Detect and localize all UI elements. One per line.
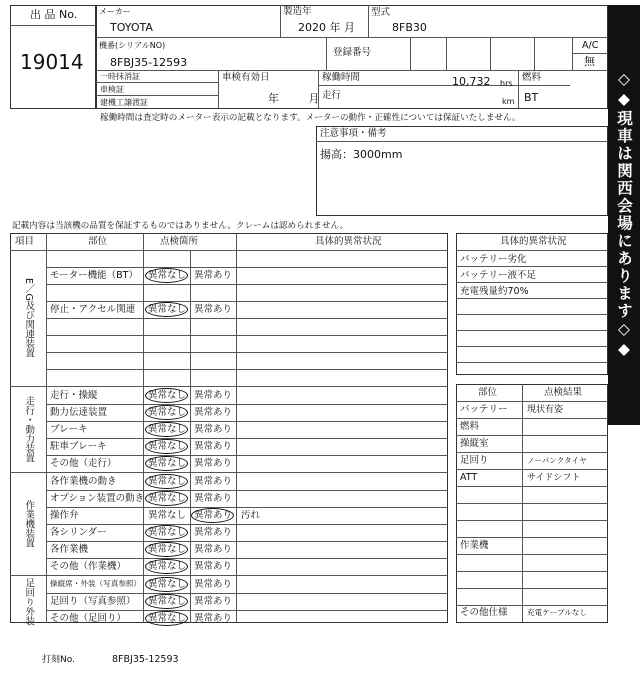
year-value: 2020 年 月 (298, 21, 355, 34)
model-value: 8FB30 (392, 21, 427, 34)
status-ok-option[interactable]: 異常なし (148, 493, 187, 504)
cert-label-1: 一時抹消証 (100, 72, 140, 81)
abnormal-header: 具体的異常状況 (500, 236, 567, 247)
status-ng-option[interactable]: 異常あり (194, 390, 233, 401)
group-name: E／G及び関連装置 (23, 278, 35, 358)
result-value: 充電ケーブルなし (527, 608, 588, 617)
result-part: バッテリー (460, 404, 508, 415)
status-ng-option[interactable]: 異常あり (194, 527, 233, 538)
selected-status-circle (145, 405, 188, 420)
result-value: サイドシフト (527, 473, 581, 483)
selected-status-circle (145, 594, 188, 609)
part-label: 各シリンダー (50, 527, 107, 538)
km-unit: km (502, 97, 515, 106)
status-ok-option[interactable]: 異常なし (148, 458, 187, 469)
result-part: 操縦室 (460, 438, 489, 449)
selected-status-circle (145, 577, 188, 592)
status-ng-option[interactable]: 異常あり (194, 424, 233, 435)
abnormal-detail: 汚れ (241, 510, 261, 521)
hours-unit: hrs (500, 79, 513, 88)
registration-label: 登録番号 (333, 47, 372, 58)
travel-label: 走行 (322, 90, 342, 101)
hours-value: 10,732 (452, 75, 491, 88)
selected-status-circle (145, 559, 188, 574)
part-label: オプション装置の動き (50, 493, 145, 504)
status-ok-option[interactable]: 異常なし (148, 476, 187, 487)
part-label: 駐車ブレーキ (50, 441, 107, 452)
maker-label: メーカー (99, 7, 131, 16)
status-ng-option[interactable]: 異常あり (194, 476, 233, 487)
part-label: ブレーキ (50, 424, 88, 435)
part-label: 足回り（写真参照） (50, 596, 136, 607)
inspection-value: 年 月 (268, 92, 320, 105)
selected-status-circle (145, 456, 188, 471)
selected-status-circle (145, 422, 188, 437)
result-value: ノーパンクタイヤ (527, 456, 587, 465)
abnormal-line-2: バッテリー液不足 (460, 270, 537, 281)
remarks-text: 揚高：3000mm (320, 148, 403, 161)
result-header-part: 部位 (478, 387, 498, 398)
remarks-box (316, 126, 608, 216)
result-header-result: 点検結果 (544, 387, 583, 398)
selected-status-circle (145, 439, 188, 454)
status-ng-option[interactable]: 異常あり (194, 544, 233, 555)
result-part: 足回り (460, 455, 489, 466)
result-part: 作業機 (460, 540, 489, 551)
status-ok-option[interactable]: 異常なし (148, 441, 187, 452)
status-ok-option[interactable]: 異常なし (148, 407, 187, 418)
abnormal-line-1: バッテリー劣化 (460, 254, 527, 265)
result-part: 燃料 (460, 421, 480, 432)
fuel-value: BT (524, 91, 539, 104)
ac-label: A/C (582, 40, 599, 51)
status-ok-option[interactable]: 異常なし (148, 424, 187, 435)
selected-status-circle (145, 268, 188, 283)
selected-status-circle (145, 388, 188, 403)
result-value: 現状有姿 (527, 405, 564, 415)
status-ng-option[interactable]: 異常あり (194, 458, 233, 469)
disclaimer: 記載内容は当該機の品質を保証するものではありません。クレームは認められません。 (12, 221, 349, 231)
part-label: 走行・操縦 (50, 390, 98, 401)
header-detail: 具体的異常状況 (315, 236, 382, 247)
part-label: 各作業機の動き (50, 476, 117, 487)
hours-notice: 稼働時間は査定時のメーター表示の記載となります。メーターの動作・正確性については保証いたしません。 (100, 113, 521, 123)
status-ng-option[interactable]: 異常あり (194, 407, 233, 418)
year-label: 製造年 (283, 6, 312, 17)
header-point: 点検箇所 (160, 236, 199, 247)
part-label: その他（足回り） (50, 613, 127, 624)
selected-status-circle (145, 525, 188, 540)
selected-status-circle (145, 542, 188, 557)
result-part: ATT (460, 472, 478, 483)
status-ok-option[interactable]: 異常なし (148, 270, 187, 281)
group-name: 足回り外装 (23, 577, 35, 626)
selected-status-circle (145, 302, 188, 317)
remarks-title: 注意事項・備考 (320, 128, 387, 139)
status-ng-option[interactable]: 異常あり (194, 441, 233, 452)
selected-status-circle (145, 491, 188, 506)
header-part: 部位 (88, 236, 108, 247)
serial-value: 8FBJ35-12593 (110, 56, 188, 69)
part-label: 操作弁 (50, 510, 79, 521)
model-label: 型式 (371, 7, 391, 18)
part-label: モーター機能（BT） (50, 270, 138, 281)
status-ok-option[interactable]: 異常なし (148, 544, 187, 555)
selected-status-circle (145, 611, 188, 626)
part-label: 停止・アクセル関連 (50, 304, 136, 315)
fuel-label: 燃料 (522, 72, 542, 83)
status-ng-option[interactable]: 異常あり (194, 613, 233, 624)
hours-label: 稼働時間 (322, 72, 361, 83)
lot-number: 19014 (20, 50, 84, 74)
selected-status-circle (191, 508, 234, 523)
cert-label-2: 車検証 (100, 85, 124, 94)
status-ok-option[interactable]: 異常なし (148, 527, 187, 538)
part-label: 各作業機 (50, 544, 89, 555)
maker-value: TOYOTA (110, 21, 153, 34)
ac-value: 無 (584, 55, 595, 68)
status-ok-option[interactable]: 異常なし (148, 561, 187, 572)
status-ng-option[interactable]: 異常あり (194, 304, 233, 315)
footer-label: 打刻No. (42, 655, 75, 665)
group-name: 作業機装置 (23, 500, 35, 548)
group-name: 走行・動力装置 (23, 396, 35, 463)
status-ng-option[interactable]: 異常あり (194, 510, 233, 521)
status-ng-option[interactable]: 異常あり (194, 596, 233, 607)
status-ng-option[interactable]: 異常あり (194, 561, 233, 572)
cert-label-3: 建機工譲渡証 (100, 98, 148, 107)
result-part: その他仕様 (460, 607, 508, 618)
status-ok-option[interactable]: 異常なし (148, 304, 187, 315)
status-ok-option[interactable]: 異常なし (148, 390, 187, 401)
status-ng-option[interactable]: 異常あり (194, 579, 233, 590)
status-ng-option[interactable]: 異常あり (194, 493, 233, 504)
status-ng-option[interactable]: 異常あり (194, 270, 233, 281)
header-item: 項目 (15, 236, 35, 247)
part-label: その他（作業機） (50, 561, 127, 572)
status-ok-option[interactable]: 異常なし (148, 510, 187, 521)
selected-status-circle (145, 474, 188, 489)
status-ok-option[interactable]: 異常なし (148, 596, 187, 607)
footer-value: 8FBJ35-12593 (112, 654, 179, 665)
serial-label: 機番(シリアルNO) (99, 41, 166, 50)
status-ok-option[interactable]: 異常なし (148, 579, 187, 590)
inspection-label: 車検有効日 (222, 72, 270, 83)
status-ok-option[interactable]: 異常なし (148, 613, 187, 624)
part-label: 動力伝達装置 (50, 407, 108, 418)
location-banner: ◇◆現車は関西会場にあります◇◆ (608, 5, 640, 425)
part-label: 操縦席・外装（写真参照） (50, 579, 142, 588)
lot-label: 出 品 No. (30, 8, 78, 21)
part-label: その他（走行） (50, 458, 117, 469)
abnormal-line-3: 充電残量約70% (460, 286, 529, 297)
